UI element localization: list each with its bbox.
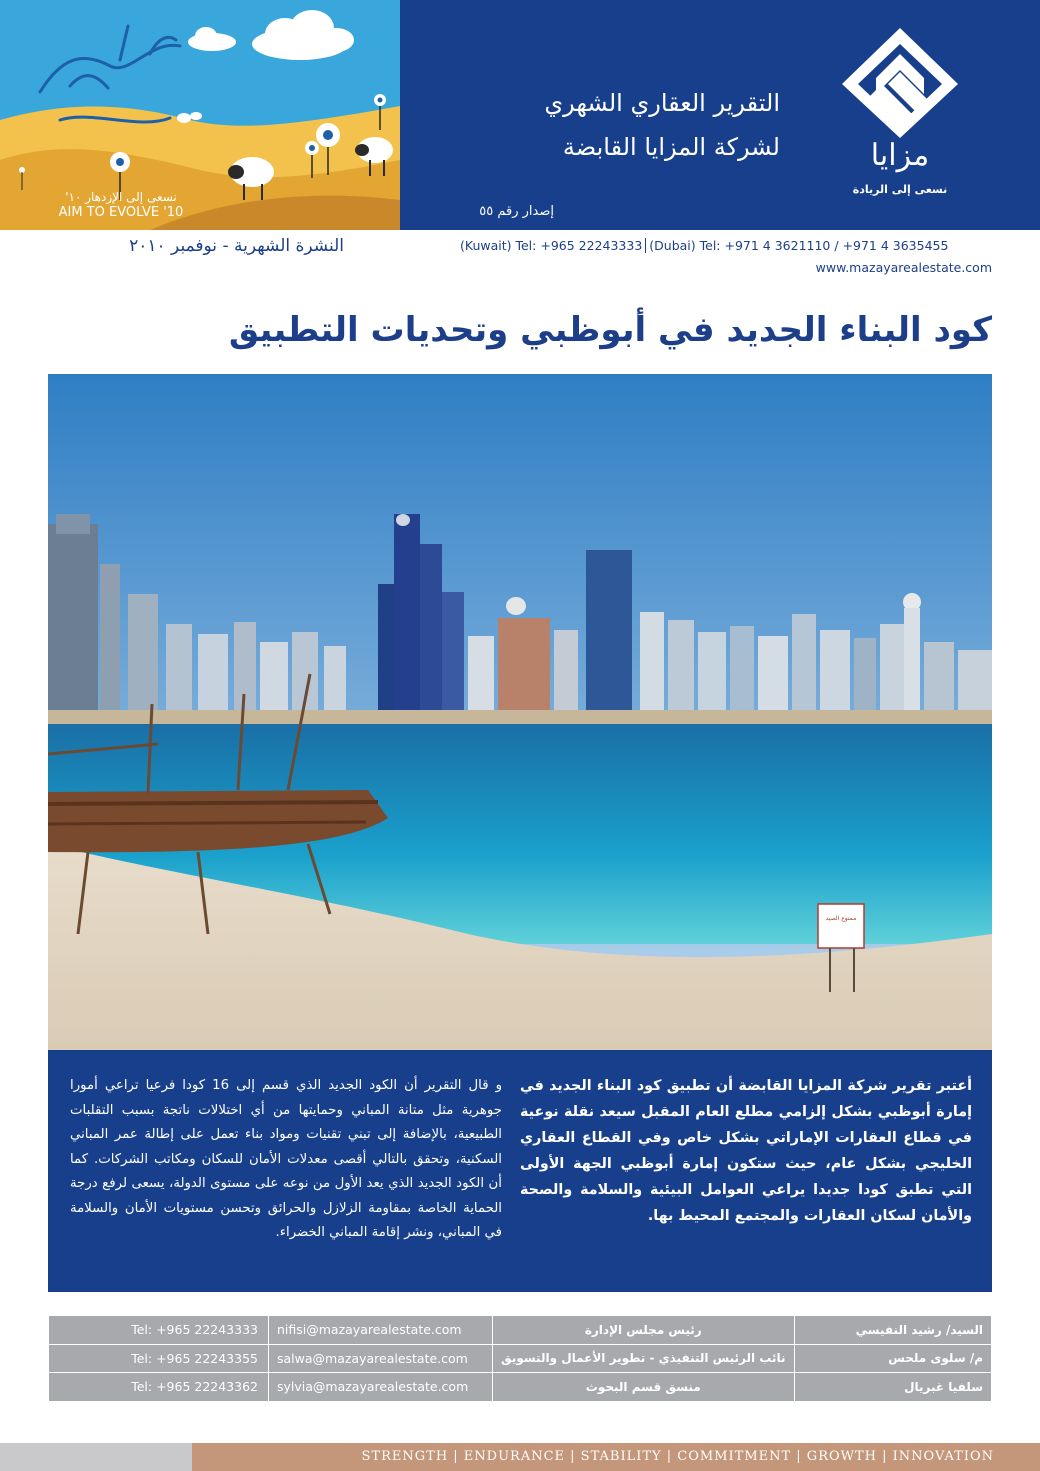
report-title-line2: لشركة المزايا القابضة	[562, 133, 780, 161]
footer-values: STRENGTH | ENDURANCE | STABILITY | COMMITMENT | GROWTH | INNOVATION	[361, 1449, 994, 1464]
contact-name: السيد/ رشيد النفيسي	[794, 1316, 991, 1345]
issue-number: إصدار رقم ٥٥	[479, 204, 554, 219]
contact-role: رئيس مجلس الإدارة	[493, 1316, 795, 1345]
contact-name: م/ سلوى ملحس	[794, 1344, 991, 1373]
contact-tel: Tel: +965 22243362	[49, 1373, 269, 1402]
article-lead-paragraph: أعتبر تقرير شركة المزايا القابضة أن تطبيق كود البناء الجديد في إمارة أبوظبي بشكل إلزامي مطلع العام المقبل سيعد نقلة نوعية في قطاع العقارات الإماراتي بشكل خاص وفي القطاع العقاري الخليجي بشكل عام، حيث ستكون إمارة أبوظبي الجهة الأولى التي تطبق كودا جديدا يراعي العوامل البيئية والسلامة والصحة والأمان لسكان العقارات والمجتمع المحيط بها.	[520, 1078, 972, 1224]
contact-separator	[645, 238, 646, 253]
contact-email[interactable]: sylvia@mazayarealestate.com	[269, 1373, 493, 1402]
contact-role: نائب الرئيس التنفيذي - تطوير الأعمال والتسويق	[493, 1344, 795, 1373]
header-contact-line	[460, 238, 1000, 253]
table-row	[49, 1316, 992, 1345]
website-link[interactable]: www.mazayarealestate.com	[815, 260, 992, 275]
table-row	[49, 1373, 992, 1402]
table-row	[49, 1344, 992, 1373]
footer-gray-block	[0, 1443, 192, 1471]
contact-tel: Tel: +965 22243333	[49, 1316, 269, 1345]
logo-name: مزايا	[870, 138, 930, 173]
contact-role: منسق قسم البحوث	[493, 1373, 795, 1402]
contact-kuwait: (Kuwait) Tel: +965 22243333	[460, 238, 643, 253]
logo-mark-icon	[830, 20, 970, 140]
art-tagline-arabic: نسعى إلى الإزدهار ١٠'	[65, 190, 177, 204]
contact-name: سلفيا غبريال	[794, 1373, 991, 1402]
contacts-table	[48, 1315, 992, 1402]
newsletter-date: النشرة الشهرية - نوفمبر ٢٠١٠	[129, 236, 344, 256]
article-headline: كود البناء الجديد في أبوظبي وتحديات التطبيق	[228, 310, 992, 350]
logo-slogan: نسعى إلى الريادة	[852, 183, 948, 196]
contact-dubai: (Dubai) Tel: +971 4 3621110 / +971 4 3635455	[649, 238, 949, 253]
art-tagline-english: AIM TO EVOLVE '10	[58, 205, 184, 220]
article-body-paragraph: و قال التقرير أن الكود الجديد الذي قسم إلى 16 كودا فرعيا تراعي أمورا جوهرية مثل متانة المباني وحمايتها من أي اختلالات ناتجة بسبب التقلبات الطبيعية، بالإضافة إلى تبني تقنيات ومواد بناء تعمل على إطالة عمر المباني السكنية، وتحقق بالتالي أقصى معدلات الأمان للسكان ومكاتب الشركات. كما أن الكود الجديد الذي يعد الأول من نوعه على مستوى الدولة، يسعى لرفع درجة الحماية الخاصة بمقاومة الزلازل والحرائق وتحسن مستويات الأمان والسلامة في المباني، ونشر إقامة المباني الخضراء.	[70, 1078, 502, 1240]
contact-tel: Tel: +965 22243355	[49, 1344, 269, 1373]
sign-text: ممنوع الصيد	[825, 915, 857, 922]
mazaya-logo	[830, 20, 970, 210]
art-tagline	[46, 190, 196, 220]
report-title	[420, 86, 780, 164]
contact-email[interactable]: nifisi@mazayarealestate.com	[269, 1316, 493, 1345]
report-title-line1: التقرير العقاري الشهري	[544, 89, 780, 117]
contact-email[interactable]: salwa@mazayarealestate.com	[269, 1344, 493, 1373]
abu-dhabi-skyline-photo	[48, 374, 992, 1050]
